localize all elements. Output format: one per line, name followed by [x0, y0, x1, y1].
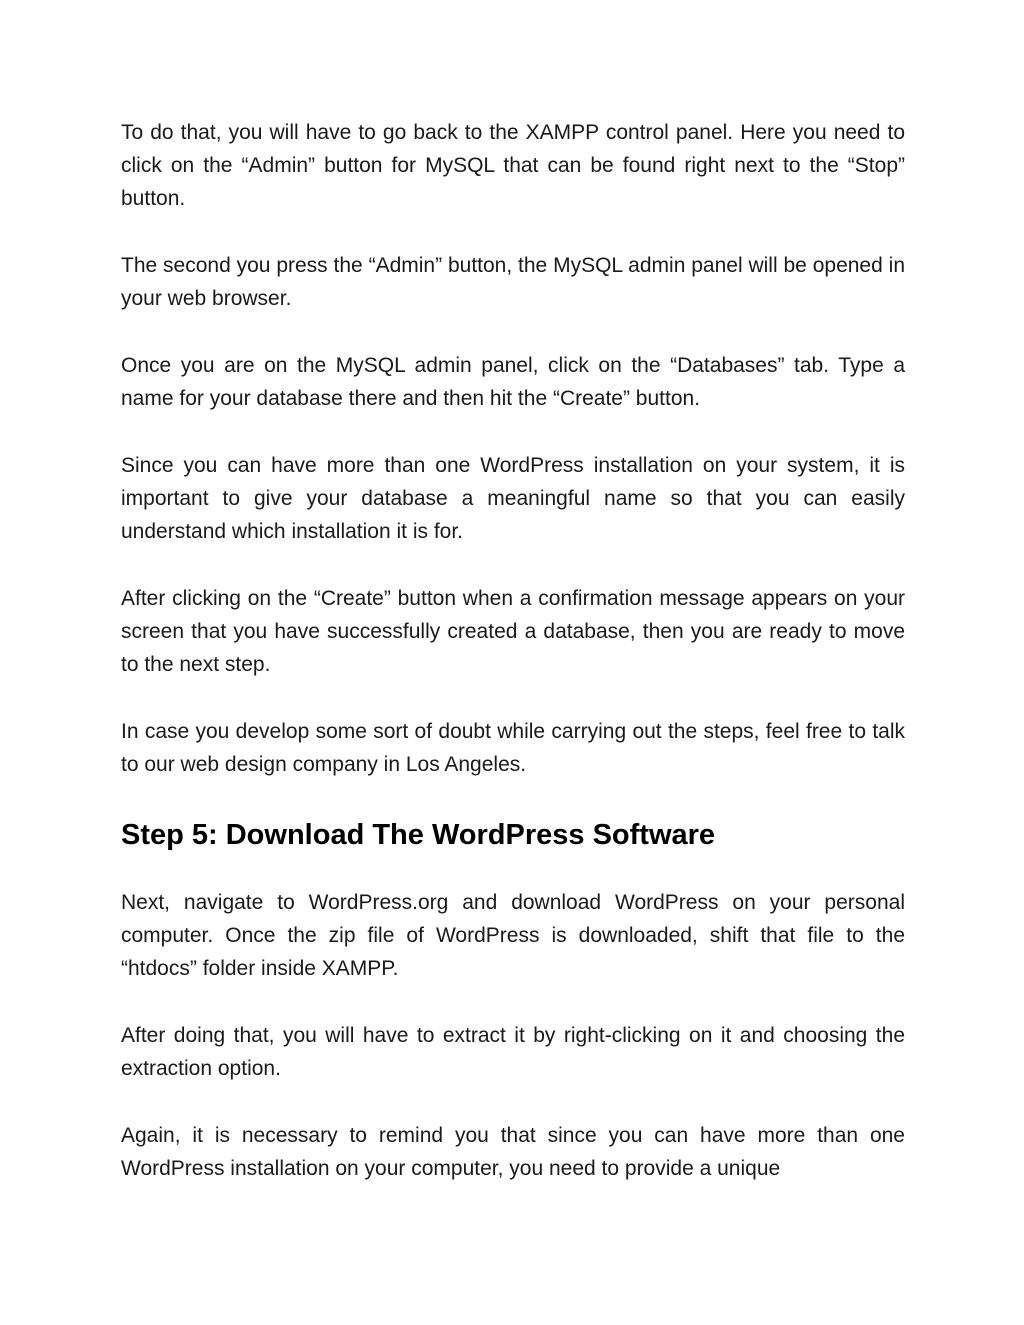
- section-heading: Step 5: Download The WordPress Software: [121, 819, 716, 851]
- document-page: [121, 116, 905, 1219]
- paragraph-download: Next, navigate to WordPress.org and download WordPress on your personal computer. Once the zip file of WordPress is downloaded, shift that file to the “htdocs” folder inside XAMPP.: [121, 891, 905, 980]
- paragraph-admin-panel: The second you press the “Admin” button, the MySQL admin panel will be opened in your web browser.: [121, 254, 905, 310]
- paragraph-confirmation: After clicking on the “Create” button when a confirmation message appears on your screen that you have successfully created a database, then you are ready to move to the next step.: [121, 587, 905, 676]
- paragraph-xampp-admin: To do that, you will have to go back to the XAMPP control panel. Here you need to click on the “Admin” button for MySQL that can be found right next to the “Stop” button.: [121, 121, 905, 210]
- paragraph-extract: After doing that, you will have to extract it by right-clicking on it and choosing the extraction option.: [121, 1024, 905, 1080]
- paragraph-databases-tab: Once you are on the MySQL admin panel, click on the “Databases” tab. Type a name for your database there and then hit the “Create” button.: [121, 354, 905, 410]
- paragraph-help: In case you develop some sort of doubt while carrying out the steps, feel free to talk to our web design company in Los Angeles.: [121, 720, 905, 776]
- paragraph-unique-name: Again, it is necessary to remind you that since you can have more than one WordPress installation on your computer, you need to provide a unique: [121, 1124, 905, 1180]
- paragraph-database-name: Since you can have more than one WordPress installation on your system, it is important to give your database a meaningful name so that you can easily understand which installation it is for.: [121, 454, 905, 543]
